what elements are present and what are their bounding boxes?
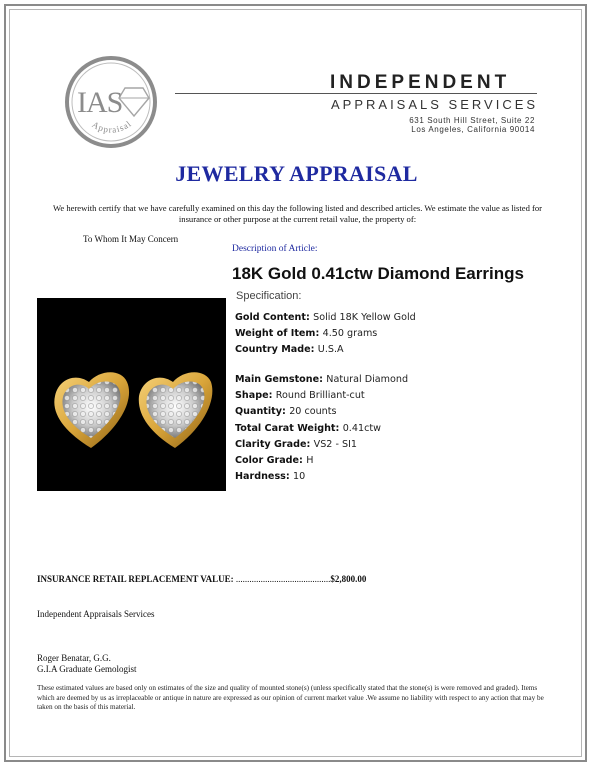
spec-value: 20 counts [289, 406, 337, 418]
footer-company: Independent Appraisals Services [37, 609, 155, 619]
spec-row: Gold Content: Solid 18K Yellow Gold [235, 312, 416, 323]
spec-label: Total Carat Weight [235, 422, 336, 434]
logo-ring-text: Appraisal [90, 118, 134, 135]
spec-value: Natural Diamond [326, 374, 409, 385]
spec-row: Clarity Grade: VS2 - SI1 [235, 438, 357, 450]
spec-row: Color Grade: H [235, 455, 314, 467]
insurance-value-line [37, 574, 366, 584]
spec-value: VS2 - SI1 [313, 438, 357, 450]
specs-metal [235, 310, 416, 359]
spec-row: Country Made: U.S.A [235, 344, 344, 356]
spec-label: Hardness [235, 471, 286, 483]
spec-row: Shape: Round Brilliant-cut [235, 390, 365, 402]
logo-monogram: IAS [77, 86, 123, 119]
svg-text:Appraisal [90, 118, 133, 134]
spec-row: Hardness: 10 [235, 471, 306, 483]
spec-label: Country Made [235, 344, 311, 356]
spec-value: Round Brilliant-cut [275, 390, 365, 402]
company-name: INDEPENDENT [330, 72, 511, 93]
leader-dots: .......................................... [235, 574, 331, 584]
ias-logo [63, 54, 159, 150]
insurance-value-label: INSURANCE RETAIL REPLACEMENT VALUE: [37, 574, 234, 584]
signer-title: G.I.A Graduate Gemologist [37, 664, 137, 674]
logo-ring-icon [63, 54, 159, 150]
spec-label: Color Grade [235, 455, 300, 467]
spec-row: Quantity: 20 counts [235, 406, 337, 418]
heart-earrings-icon [37, 298, 226, 491]
insurance-value-amount: $2,800.00 [330, 574, 367, 584]
specs-gemstone [235, 372, 408, 485]
spec-value: 0.41ctw [342, 422, 381, 434]
spec-value: H [306, 455, 314, 467]
company-subtitle: APPRAISALS SERVICES [331, 97, 539, 112]
spec-label: Gold Content [235, 312, 306, 323]
address-line-1: 631 South Hill Street, Suite 22 [409, 116, 535, 125]
header-divider [175, 93, 537, 94]
spec-value: 10 [293, 471, 306, 483]
spec-row: Total Carat Weight: 0.41ctw [235, 422, 381, 434]
specification-label: Specification: [236, 290, 302, 302]
recipient: To Whom It May Concern [83, 234, 179, 244]
spec-label: Clarity Grade [235, 438, 307, 450]
spec-label: Main Gemstone [235, 374, 320, 385]
spec-label: Quantity [235, 406, 283, 418]
spec-value: 4.50 grams [322, 328, 378, 340]
right-earring [139, 372, 213, 448]
spec-row: Main Gemstone: Natural Diamond [235, 374, 409, 385]
heart-earrings-photo [37, 298, 226, 491]
address-line-2: Los Angeles, California 90014 [411, 125, 535, 134]
disclaimer-text: These estimated values are based only on estimates of the size and quality of mounted stone(s) (unless specifically stated that the stone(s) is were removed and graded). Items which are deemed by us as irreplaceable or antique in nature are expressed as our opinion of current market value .We assume no liability with respect to any action that may be taken on the basis of this material. [37, 684, 544, 712]
spec-row: Weight of Item: 4.50 grams [235, 328, 378, 340]
item-title: 18K Gold 0.41ctw Diamond Earrings [232, 264, 524, 283]
spec-value: U.S.A [317, 344, 344, 356]
description-label: Description of Article: [232, 244, 318, 254]
spec-label: Shape [235, 390, 269, 402]
left-earring [54, 372, 129, 448]
document-title: JEWELRY APPRAISAL [175, 161, 418, 186]
spec-label: Weight of Item [235, 328, 316, 340]
spec-value: Solid 18K Yellow Gold [313, 312, 416, 323]
certification-text: We herewith certify that we have carefully examined on this day the following listed and described articles. We estimate the value as listed for insurance or other purpose at the current retail value, the property of: [52, 203, 543, 224]
signer-name: Roger Benatar, G.G. [37, 653, 111, 663]
